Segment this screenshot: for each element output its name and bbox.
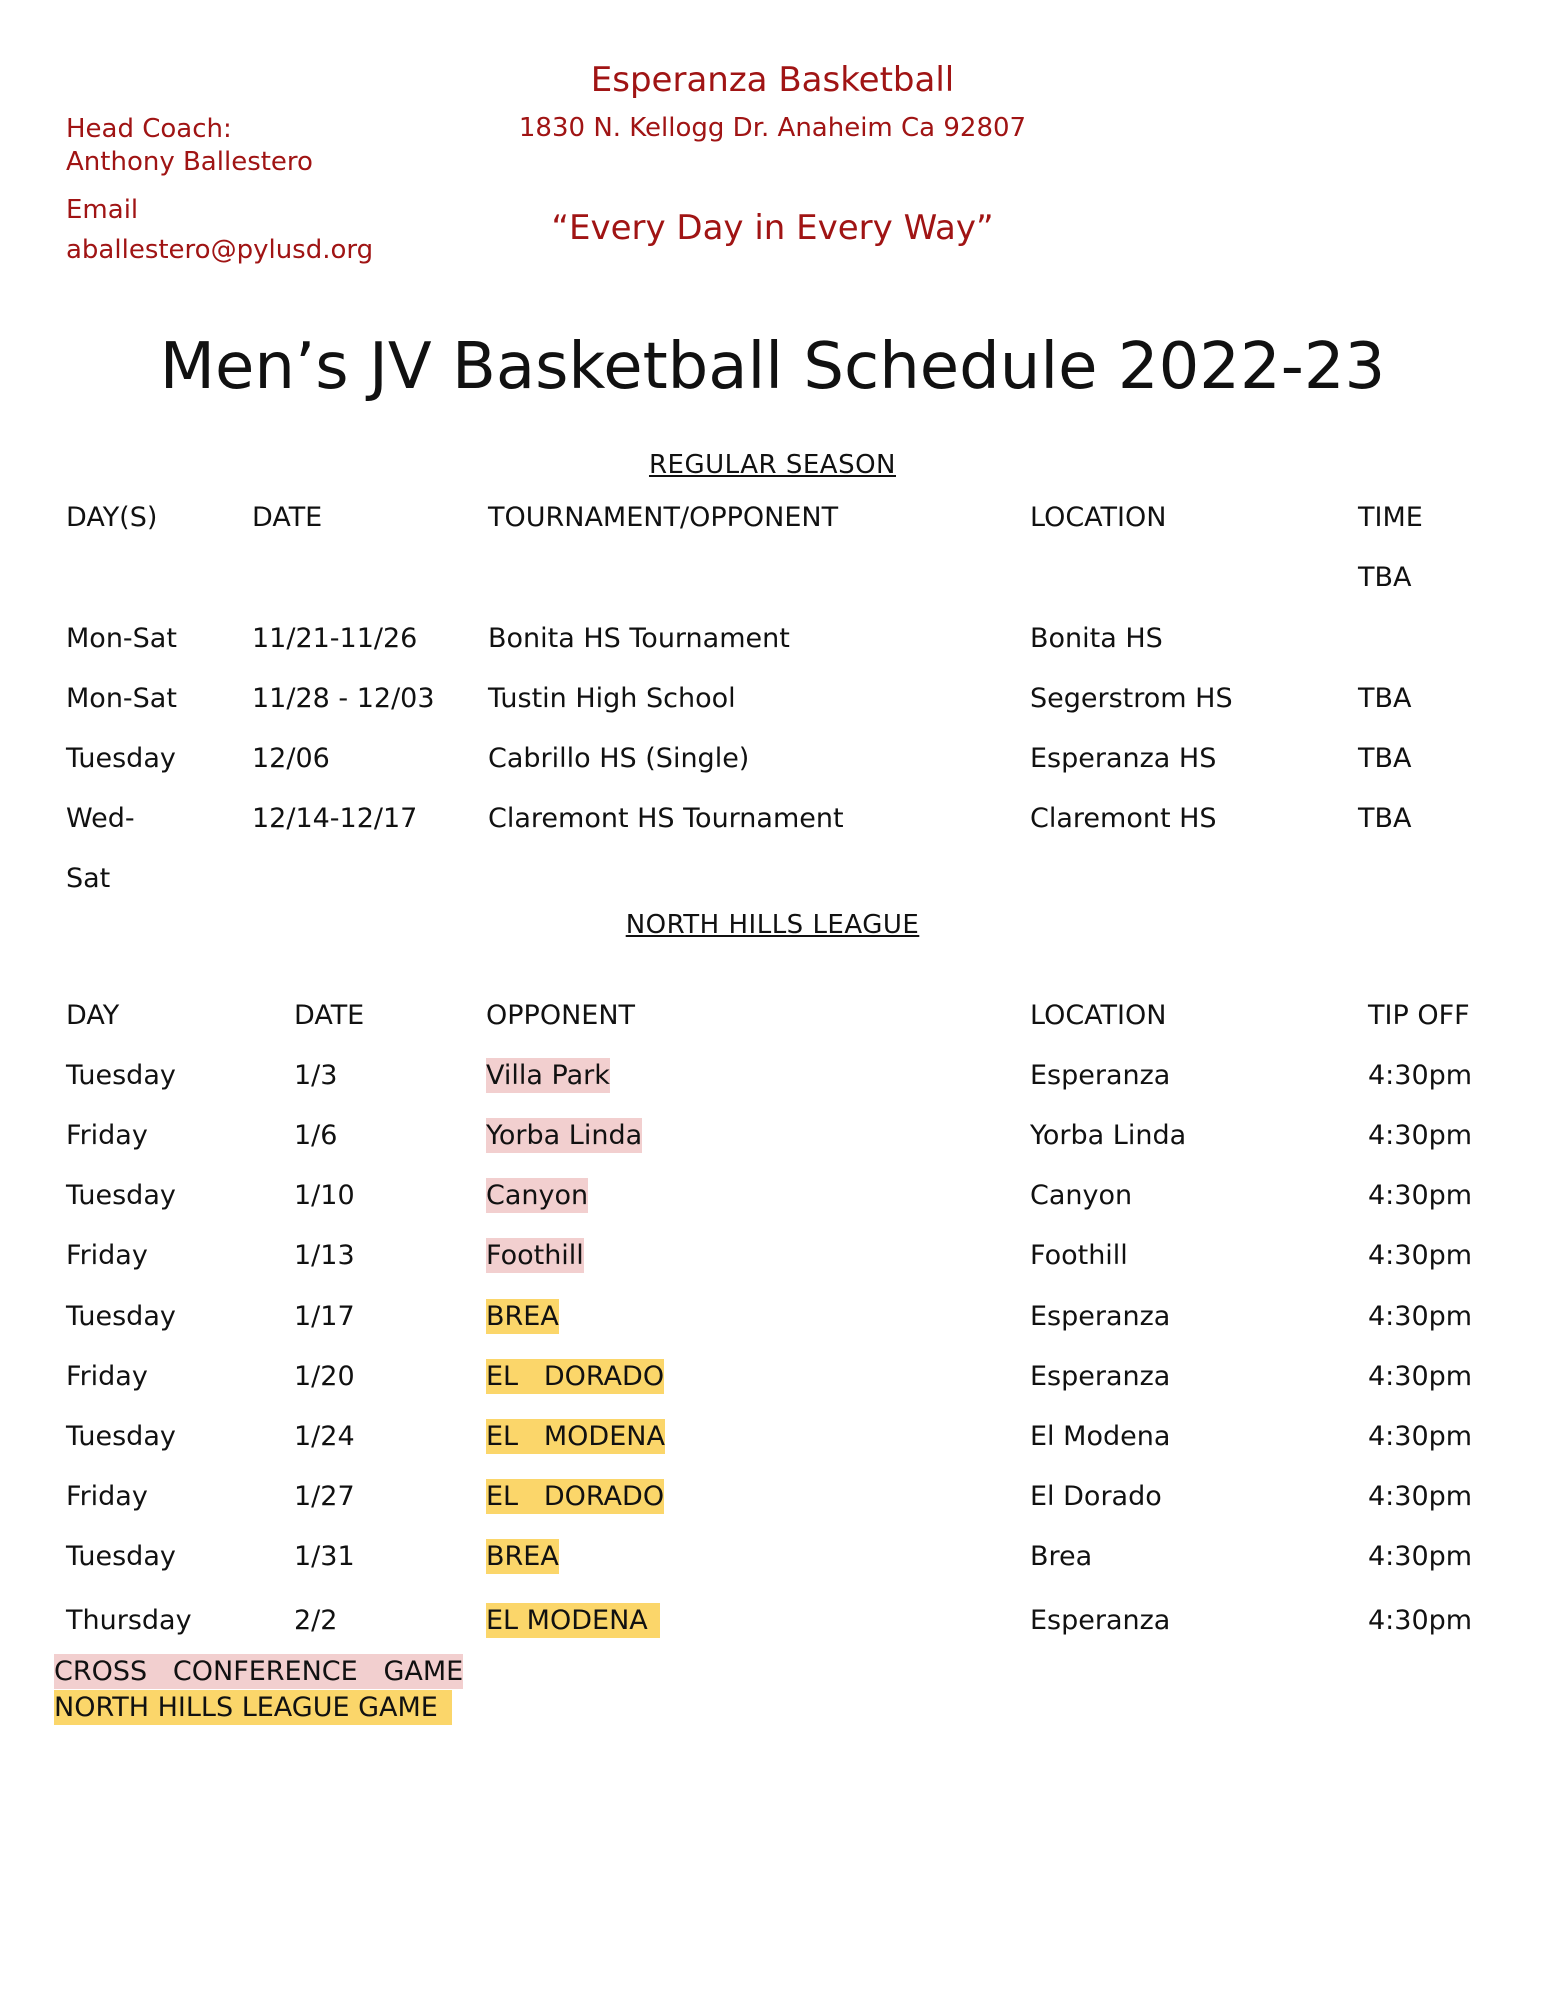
row-date: 11/21-11/26: [252, 623, 418, 654]
row-time: 4:30pm: [1368, 1361, 1473, 1392]
row-time: TBA: [1358, 683, 1412, 714]
row-date: 1/24: [294, 1421, 355, 1452]
row-location: Esperanza: [1030, 1301, 1171, 1332]
legend-cross-conference: [54, 1656, 463, 1687]
row-time: 4:30pm: [1368, 1541, 1473, 1572]
row-date: 12/06: [252, 743, 330, 774]
row-date: 1/13: [294, 1240, 355, 1271]
row-day: Tuesday: [66, 743, 176, 774]
opponent-highlight: BREA: [486, 1301, 559, 1332]
column-header-location: LOCATION: [1030, 502, 1167, 533]
opponent-highlight: BREA: [486, 1541, 559, 1572]
row-time: 4:30pm: [1368, 1240, 1473, 1271]
row-opponent: [486, 1240, 584, 1271]
column-header-tip-off: TIP OFF: [1368, 1000, 1470, 1031]
row-day: Tuesday: [66, 1421, 176, 1452]
opponent-highlight: EL MODENA: [486, 1421, 665, 1452]
row-location: Segerstrom HS: [1030, 683, 1233, 714]
row-date: 1/27: [294, 1481, 355, 1512]
row-opponent: Cabrillo HS (Single): [488, 743, 750, 774]
row-date: 1/3: [294, 1060, 338, 1091]
column-header-date: DATE: [252, 502, 323, 533]
row-opponent: [486, 1180, 588, 1211]
row-date: 1/6: [294, 1120, 338, 1151]
row-date: 11/28 - 12/03: [252, 683, 435, 714]
row-time: 4:30pm: [1368, 1421, 1473, 1452]
row-location: Yorba Linda: [1030, 1120, 1187, 1151]
legend-league-game-label: NORTH HILLS LEAGUE GAME: [54, 1690, 452, 1725]
row-location: Esperanza: [1030, 1361, 1171, 1392]
row-opponent: [486, 1301, 559, 1332]
row-time: 4:30pm: [1368, 1301, 1473, 1332]
row-date: 1/20: [294, 1361, 355, 1392]
row-day-continued: Sat: [66, 863, 111, 894]
email-label: Email: [66, 195, 139, 225]
row-day: Wed-: [66, 803, 135, 834]
opponent-highlight: Canyon: [486, 1180, 589, 1211]
row-opponent: [486, 1421, 665, 1452]
row-location: El Modena: [1030, 1421, 1171, 1452]
coach-name: Anthony Ballestero: [66, 147, 313, 177]
row-time: 4:30pm: [1368, 1120, 1473, 1151]
row-day: Tuesday: [66, 1180, 176, 1211]
row-day: Tuesday: [66, 1301, 176, 1332]
row-day: Friday: [66, 1240, 148, 1271]
column-header-time: TIME: [1358, 502, 1423, 533]
row-day: Mon-Sat: [66, 623, 177, 654]
row-date: 12/14-12/17: [252, 803, 418, 834]
row-opponent: [486, 1481, 664, 1512]
row-time: 4:30pm: [1368, 1605, 1473, 1636]
row-opponent: Bonita HS Tournament: [488, 623, 790, 654]
opponent-highlight: EL DORADO: [486, 1481, 665, 1512]
regular-season-heading: REGULAR SEASON: [648, 450, 896, 480]
opponent-highlight: Foothill: [486, 1240, 584, 1271]
row-opponent: Tustin High School: [488, 683, 736, 714]
opponent-highlight: EL MODENA: [486, 1603, 660, 1638]
row-location: Foothill: [1030, 1240, 1128, 1271]
row-time: TBA: [1358, 743, 1412, 774]
row-location: Canyon: [1030, 1180, 1133, 1211]
row-location: Esperanza: [1030, 1060, 1171, 1091]
row-opponent: [486, 1060, 610, 1091]
column-header-day: DAY: [66, 1000, 120, 1031]
row-date: 1/31: [294, 1541, 355, 1572]
column-header-date: DATE: [294, 1000, 365, 1031]
row-location: Esperanza: [1030, 1605, 1171, 1636]
row-time: 4:30pm: [1368, 1481, 1473, 1512]
row-date: 1/17: [294, 1301, 355, 1332]
column-header-days: DAY(S): [66, 502, 158, 533]
column-header-opponent: TOURNAMENT/OPPONENT: [488, 502, 839, 533]
row-opponent: [486, 1120, 642, 1151]
opponent-highlight: Yorba Linda: [486, 1120, 643, 1151]
row-location: El Dorado: [1030, 1481, 1162, 1512]
column-header-opponent: OPPONENT: [486, 1000, 636, 1031]
row-opponent: Claremont HS Tournament: [488, 803, 844, 834]
row-day: Tuesday: [66, 1060, 176, 1091]
row-time: 4:30pm: [1368, 1180, 1473, 1211]
opponent-highlight: EL DORADO: [486, 1361, 665, 1392]
row-location: Esperanza HS: [1030, 743, 1217, 774]
league-heading: NORTH HILLS LEAGUE: [625, 910, 920, 940]
row-day: Thursday: [66, 1605, 192, 1636]
row-day: Friday: [66, 1361, 148, 1392]
row-location: Brea: [1030, 1541, 1093, 1572]
row-day: Friday: [66, 1481, 148, 1512]
legend-league-game: [54, 1692, 452, 1723]
opponent-highlight: Villa Park: [486, 1060, 610, 1091]
row-opponent: [486, 1361, 664, 1392]
motto: “Every Day in Every Way”: [551, 208, 994, 248]
row-day: Tuesday: [66, 1541, 176, 1572]
row-day: Mon-Sat: [66, 683, 177, 714]
column-header-location: LOCATION: [1030, 1000, 1167, 1031]
row-day: Friday: [66, 1120, 148, 1151]
row-opponent: [486, 1605, 660, 1636]
row-date: 2/2: [294, 1605, 338, 1636]
page-title: Men’s JV Basketball Schedule 2022-23: [159, 330, 1386, 404]
email-address[interactable]: aballestero@pylusd.org: [66, 235, 374, 265]
school-name: Esperanza Basketball: [590, 60, 955, 100]
school-address: 1830 N. Kellogg Dr. Anaheim Ca 92807: [518, 113, 1027, 143]
row-date: 1/10: [294, 1180, 355, 1211]
legend-cross-conference-label: CROSS CONFERENCE GAME: [54, 1656, 464, 1687]
row-location: Bonita HS: [1030, 623, 1163, 654]
row-location: Claremont HS: [1030, 803, 1217, 834]
row-time: TBA: [1358, 803, 1412, 834]
time-note: TBA: [1358, 562, 1412, 593]
row-opponent: [486, 1541, 559, 1572]
coach-label: Head Coach:: [66, 114, 232, 144]
row-time: 4:30pm: [1368, 1060, 1473, 1091]
